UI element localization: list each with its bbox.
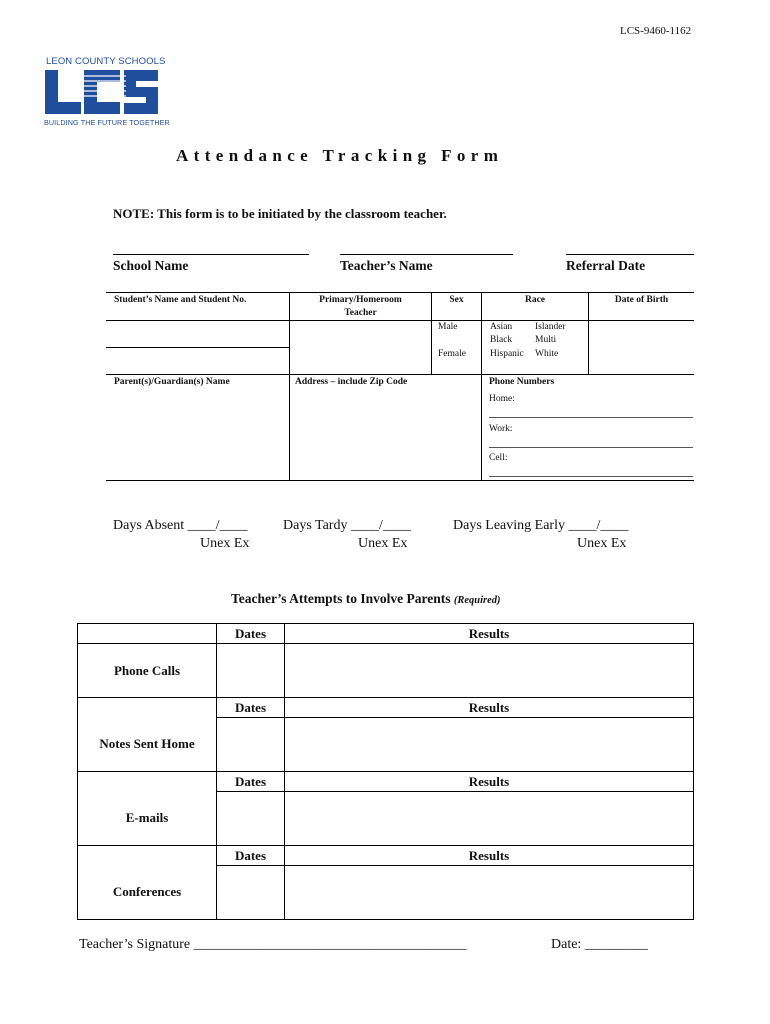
col-race-header: Race [524,295,546,305]
lcs-logo-icon [44,68,160,116]
race-white[interactable]: White [535,349,559,359]
days-tardy-unex-ex: Unex Ex [358,536,408,551]
required-note: (Required) [453,595,501,606]
phone-calls-results-cell[interactable] [285,644,694,698]
col-parent-header: Parent(s)/Guardian(s) Name [114,377,230,387]
school-name-line[interactable] [113,254,309,255]
days-leaving-early[interactable]: Days Leaving Early ____/____ [453,518,629,533]
school-name-label: School Name [113,258,189,273]
results-header: Results [285,624,694,644]
school-logo [44,56,170,130]
teacher-name-line[interactable] [340,254,513,255]
logo-tagline: BUILDING THE FUTURE TOGETHER [44,118,170,127]
col-phone-header: Phone Numbers [489,377,555,387]
race-asian[interactable]: Asian [490,322,513,332]
emails-row [78,792,694,846]
notes-sent-home-label: Notes Sent Home [78,718,217,772]
col-primary-header-2: Teacher [344,308,377,318]
attempts-table [77,623,694,920]
notes-dates-cell[interactable] [217,718,285,772]
phone-cell-line[interactable] [489,476,693,477]
col-student-header: Student’s Name and Student No. [114,295,247,305]
notes-header-row [78,698,694,718]
phone-work-label: Work: [489,424,513,434]
dates-header: Dates [217,624,285,644]
referral-date-label: Referral Date [566,258,646,273]
phone-work-line[interactable] [489,447,693,448]
race-black[interactable]: Black [490,335,513,345]
sex-male[interactable]: Male [438,322,458,332]
conferences-header-row [78,846,694,866]
phone-calls-header-row [78,624,694,644]
student-name-line[interactable] [106,347,289,348]
emails-dates-cell[interactable] [217,792,285,846]
col-sex-header: Sex [449,295,464,305]
phone-home-label: Home: [489,394,515,404]
attempts-title: Teacher’s Attempts to Involve Parents (Required) [231,591,501,606]
race-hispanic[interactable]: Hispanic [490,349,524,359]
notes-row [78,718,694,772]
col-dob-header: Date of Birth [614,295,669,305]
days-leaving-unex-ex: Unex Ex [577,536,627,551]
results-header: Results [285,698,694,718]
emails-results-cell[interactable] [285,792,694,846]
results-header: Results [285,772,694,792]
col-primary-header-1: Primary/Homeroom [319,295,402,305]
conferences-row [78,866,694,920]
sex-female[interactable]: Female [438,349,466,359]
referral-date-line[interactable] [566,254,694,255]
days-tardy[interactable]: Days Tardy ____/____ [283,518,411,533]
conferences-results-cell[interactable] [285,866,694,920]
race-islander[interactable]: Islander [535,322,566,332]
teacher-signature-field[interactable]: Teacher’s Signature _______________________________________ [79,937,467,952]
logo-top-text: LEON COUNTY SCHOOLS [46,56,166,67]
days-absent-unex-ex: Unex Ex [200,536,250,551]
page-title: Attendance Tracking Form [176,146,504,165]
dates-header: Dates [217,846,285,866]
signature-date-field[interactable]: Date: _________ [551,937,648,952]
phone-calls-row [78,644,694,698]
emails-label: E-mails [78,792,217,846]
col-address-header: Address – include Zip Code [295,377,408,387]
teacher-name-label: Teacher’s Name [340,258,433,273]
phone-calls-dates-cell[interactable] [217,644,285,698]
race-multi[interactable]: Multi [535,335,557,345]
notes-results-cell[interactable] [285,718,694,772]
note-text: NOTE: This form is to be initiated by the classroom teacher. [113,206,447,221]
phone-cell-label: Cell: [489,453,508,463]
days-absent[interactable]: Days Absent ____/____ [113,518,248,533]
phone-home-line[interactable] [489,417,693,418]
conferences-dates-cell[interactable] [217,866,285,920]
emails-header-row [78,772,694,792]
phone-calls-label: Phone Calls [78,644,217,698]
dates-header: Dates [217,772,285,792]
document-id: LCS-9460-1162 [620,25,692,37]
conferences-label: Conferences [78,866,217,920]
results-header: Results [285,846,694,866]
dates-header: Dates [217,698,285,718]
